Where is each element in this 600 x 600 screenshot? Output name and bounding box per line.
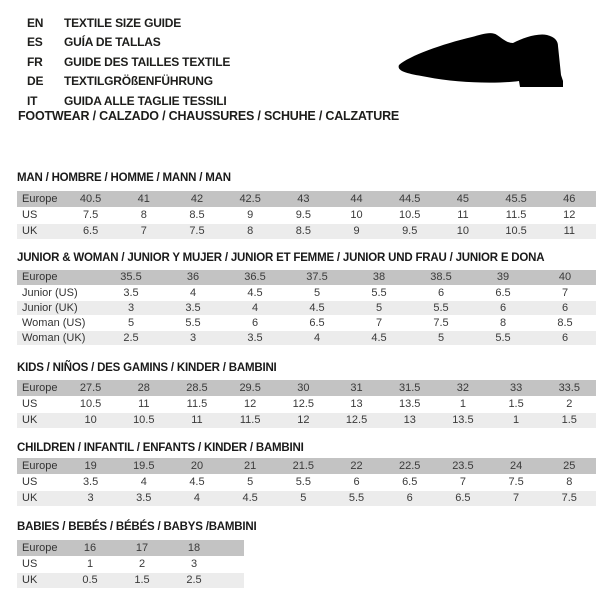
row-label-cell: Europe — [17, 191, 64, 207]
size-cell: 41 — [117, 191, 170, 207]
row-label-cell: US — [17, 207, 64, 223]
row-label-cell: UK — [17, 223, 64, 239]
language-code: ES — [27, 35, 43, 50]
size-cell: 7 — [490, 490, 543, 506]
size-cell: 11 — [543, 223, 596, 239]
size-cell: 4 — [117, 474, 170, 490]
size-cell: 8 — [224, 223, 277, 239]
size-cell: 5 — [286, 285, 348, 300]
dress-shoe-icon — [396, 31, 574, 93]
language-row — [27, 72, 230, 92]
size-cell: 6 — [224, 315, 286, 330]
size-cell: 28.5 — [170, 380, 223, 396]
size-cell: 23.5 — [436, 458, 489, 474]
size-cell: 6.5 — [472, 285, 534, 300]
size-cell: 8 — [472, 315, 534, 330]
table-row — [17, 412, 596, 428]
size-cell: 5 — [100, 315, 162, 330]
category-title: FOOTWEAR / CALZADO / CHAUSSURES / SCHUHE / CALZATURE — [18, 109, 400, 123]
row-label-cell: Europe — [17, 540, 64, 556]
table-row — [17, 315, 596, 330]
size-cell: 2 — [116, 556, 168, 572]
size-cell: 4 — [162, 285, 224, 300]
row-label-cell: Europe — [17, 380, 64, 396]
size-cell: 4 — [286, 330, 348, 345]
size-cell: 12.5 — [330, 412, 383, 428]
size-cell: 6.5 — [286, 315, 348, 330]
table-row — [17, 458, 596, 474]
row-label-cell: Woman (US) — [17, 315, 100, 330]
size-cell: 3.5 — [224, 330, 286, 345]
size-table — [17, 540, 244, 589]
language-label: TEXTILE SIZE GUIDE — [64, 15, 182, 30]
size-cell: 4.5 — [348, 330, 410, 345]
size-cell: 3 — [64, 490, 117, 506]
row-label-cell: US — [17, 474, 64, 490]
section-heading: MAN / HOMBRE / HOMME / MANN / MAN — [17, 172, 231, 184]
size-cell: 8 — [543, 474, 596, 490]
size-table-section — [17, 442, 596, 507]
size-cell: 4 — [170, 490, 223, 506]
size-cell: 10.5 — [117, 412, 170, 428]
language-label: TEXTILGRÖßENFÜHRUNG — [64, 74, 213, 89]
row-label-cell: UK — [17, 572, 64, 588]
size-cell: 20 — [170, 458, 223, 474]
size-cell: 11 — [117, 396, 170, 412]
size-cell: 2.5 — [168, 572, 220, 588]
row-label-cell: UK — [17, 412, 64, 428]
table-row — [17, 380, 596, 396]
language-row — [27, 91, 230, 111]
language-row — [27, 52, 230, 72]
size-cell: 36 — [162, 270, 224, 285]
size-cell: 8.5 — [170, 207, 223, 223]
table-row — [17, 285, 596, 300]
size-cell: 11 — [436, 207, 489, 223]
size-cell: 11 — [170, 412, 223, 428]
size-cell: 8.5 — [534, 315, 596, 330]
size-cell: 16 — [64, 540, 116, 556]
table-row — [17, 207, 596, 223]
size-cell: 39 — [472, 270, 534, 285]
size-cell: 7 — [348, 315, 410, 330]
size-cell: 1.5 — [490, 396, 543, 412]
size-cell: 42.5 — [224, 191, 277, 207]
row-label-cell: Junior (US) — [17, 285, 100, 300]
size-table-section — [17, 362, 596, 429]
size-table — [17, 458, 596, 507]
size-table — [17, 191, 596, 240]
row-label-cell: US — [17, 396, 64, 412]
size-cell: 1 — [64, 556, 116, 572]
size-cell: 11.5 — [224, 412, 277, 428]
language-row — [27, 33, 230, 53]
size-cell: 3.5 — [100, 285, 162, 300]
size-cell: 4.5 — [286, 300, 348, 315]
size-cell: 10.5 — [383, 207, 436, 223]
size-cell: 5 — [224, 474, 277, 490]
size-cell: 5 — [348, 300, 410, 315]
size-cell: 18 — [168, 540, 220, 556]
size-cell: 5.5 — [348, 285, 410, 300]
size-cell: 6 — [534, 330, 596, 345]
size-cell: 10.5 — [64, 396, 117, 412]
size-cell: 4.5 — [170, 474, 223, 490]
size-cell: 4 — [224, 300, 286, 315]
section-heading: CHILDREN / INFANTIL / ENFANTS / KINDER / BAMBINI — [17, 442, 304, 454]
size-cell: 13.5 — [383, 396, 436, 412]
size-cell: 38.5 — [410, 270, 472, 285]
size-cell: 11.5 — [490, 207, 543, 223]
size-cell: 9 — [224, 207, 277, 223]
size-cell: 3 — [168, 556, 220, 572]
size-cell: 6 — [383, 490, 436, 506]
size-cell: 7.5 — [490, 474, 543, 490]
size-cell: 7 — [117, 223, 170, 239]
spacer-cell — [220, 572, 244, 588]
size-cell: 1 — [436, 396, 489, 412]
size-cell: 27.5 — [64, 380, 117, 396]
size-cell: 25 — [543, 458, 596, 474]
size-cell: 40 — [534, 270, 596, 285]
language-label: GUIDE DES TAILLES TEXTILE — [64, 54, 231, 69]
size-cell: 44.5 — [383, 191, 436, 207]
size-cell: 10.5 — [490, 223, 543, 239]
size-cell: 7.5 — [64, 207, 117, 223]
size-cell: 46 — [543, 191, 596, 207]
size-cell: 11.5 — [170, 396, 223, 412]
size-cell: 3.5 — [162, 300, 224, 315]
size-cell: 22.5 — [383, 458, 436, 474]
size-cell: 6.5 — [64, 223, 117, 239]
size-cell: 35.5 — [100, 270, 162, 285]
table-row — [17, 540, 244, 556]
size-cell: 5.5 — [277, 474, 330, 490]
size-cell: 13 — [330, 396, 383, 412]
size-cell: 6.5 — [383, 474, 436, 490]
size-cell: 22 — [330, 458, 383, 474]
size-cell: 44 — [330, 191, 383, 207]
language-label: GUIDA ALLE TAGLIE TESSILI — [64, 93, 227, 108]
size-cell: 28 — [117, 380, 170, 396]
size-cell: 12 — [224, 396, 277, 412]
size-cell: 12.5 — [277, 396, 330, 412]
size-cell: 5.5 — [162, 315, 224, 330]
size-cell: 8 — [117, 207, 170, 223]
size-cell: 1 — [490, 412, 543, 428]
size-cell: 38 — [348, 270, 410, 285]
table-row — [17, 490, 596, 506]
size-cell: 2 — [543, 396, 596, 412]
size-cell: 5.5 — [472, 330, 534, 345]
size-cell: 7.5 — [410, 315, 472, 330]
table-row — [17, 572, 244, 588]
row-label-cell: Junior (UK) — [17, 300, 100, 315]
row-label-cell: Europe — [17, 458, 64, 474]
table-row — [17, 223, 596, 239]
section-heading: BABIES / BEBÉS / BÉBÉS / BABYS /BAMBINI — [17, 521, 257, 533]
size-cell: 0.5 — [64, 572, 116, 588]
table-row — [17, 556, 244, 572]
size-cell: 1.5 — [116, 572, 168, 588]
size-cell: 8.5 — [277, 223, 330, 239]
size-cell: 4.5 — [224, 490, 277, 506]
row-label-cell: UK — [17, 490, 64, 506]
size-table — [17, 270, 596, 346]
size-cell: 10 — [64, 412, 117, 428]
table-row — [17, 474, 596, 490]
size-cell: 45.5 — [490, 191, 543, 207]
spacer-cell — [220, 540, 244, 556]
spacer-cell — [220, 556, 244, 572]
size-cell: 6 — [410, 285, 472, 300]
size-cell: 12 — [277, 412, 330, 428]
size-cell: 10 — [330, 207, 383, 223]
size-cell: 43 — [277, 191, 330, 207]
size-cell: 7 — [436, 474, 489, 490]
size-cell: 3.5 — [117, 490, 170, 506]
table-row — [17, 396, 596, 412]
size-cell: 30 — [277, 380, 330, 396]
size-cell: 13 — [383, 412, 436, 428]
table-row — [17, 270, 596, 285]
size-cell: 31 — [330, 380, 383, 396]
size-cell: 6 — [472, 300, 534, 315]
size-table-section — [17, 521, 256, 589]
size-cell: 37.5 — [286, 270, 348, 285]
size-table — [17, 380, 596, 429]
size-cell: 9 — [330, 223, 383, 239]
size-cell: 9.5 — [277, 207, 330, 223]
size-cell: 29.5 — [224, 380, 277, 396]
size-cell: 6.5 — [436, 490, 489, 506]
size-cell: 3 — [162, 330, 224, 345]
size-cell: 40.5 — [64, 191, 117, 207]
table-row — [17, 191, 596, 207]
language-code: FR — [27, 54, 43, 69]
language-title-block — [27, 13, 230, 111]
size-cell: 5 — [277, 490, 330, 506]
size-cell: 3 — [100, 300, 162, 315]
size-cell: 24 — [490, 458, 543, 474]
size-table-section — [17, 252, 596, 346]
size-cell: 9.5 — [383, 223, 436, 239]
size-table-section — [17, 172, 596, 240]
row-label-cell: Europe — [17, 270, 100, 285]
size-cell: 21 — [224, 458, 277, 474]
table-row — [17, 300, 596, 315]
size-cell: 3.5 — [64, 474, 117, 490]
size-cell: 21.5 — [277, 458, 330, 474]
section-heading: JUNIOR & WOMAN / JUNIOR Y MUJER / JUNIOR ET FEMME / JUNIOR UND FRAU / JUNIOR E DONA — [17, 252, 545, 264]
size-cell: 12 — [543, 207, 596, 223]
section-heading: KIDS / NIÑOS / DES GAMINS / KINDER / BAMBINI — [17, 362, 277, 374]
size-cell: 42 — [170, 191, 223, 207]
size-cell: 10 — [436, 223, 489, 239]
row-label-cell: Woman (UK) — [17, 330, 100, 345]
size-cell: 7 — [534, 285, 596, 300]
language-code: DE — [27, 74, 44, 89]
size-cell: 1.5 — [543, 412, 596, 428]
size-cell: 6 — [534, 300, 596, 315]
size-cell: 13.5 — [436, 412, 489, 428]
language-code: EN — [27, 15, 44, 30]
size-cell: 5.5 — [410, 300, 472, 315]
language-code: IT — [27, 93, 38, 108]
size-cell: 4.5 — [224, 285, 286, 300]
size-cell: 17 — [116, 540, 168, 556]
size-cell: 33.5 — [543, 380, 596, 396]
table-row — [17, 330, 596, 345]
size-cell: 45 — [436, 191, 489, 207]
language-label: GUÍA DE TALLAS — [64, 35, 161, 50]
size-cell: 6 — [330, 474, 383, 490]
size-cell: 2.5 — [100, 330, 162, 345]
size-cell: 36.5 — [224, 270, 286, 285]
size-cell: 32 — [436, 380, 489, 396]
size-cell: 5 — [410, 330, 472, 345]
size-cell: 7.5 — [543, 490, 596, 506]
row-label-cell: US — [17, 556, 64, 572]
size-cell: 19.5 — [117, 458, 170, 474]
size-cell: 5.5 — [330, 490, 383, 506]
size-cell: 19 — [64, 458, 117, 474]
language-row — [27, 13, 230, 33]
size-cell: 7.5 — [170, 223, 223, 239]
size-cell: 33 — [490, 380, 543, 396]
size-cell: 31.5 — [383, 380, 436, 396]
